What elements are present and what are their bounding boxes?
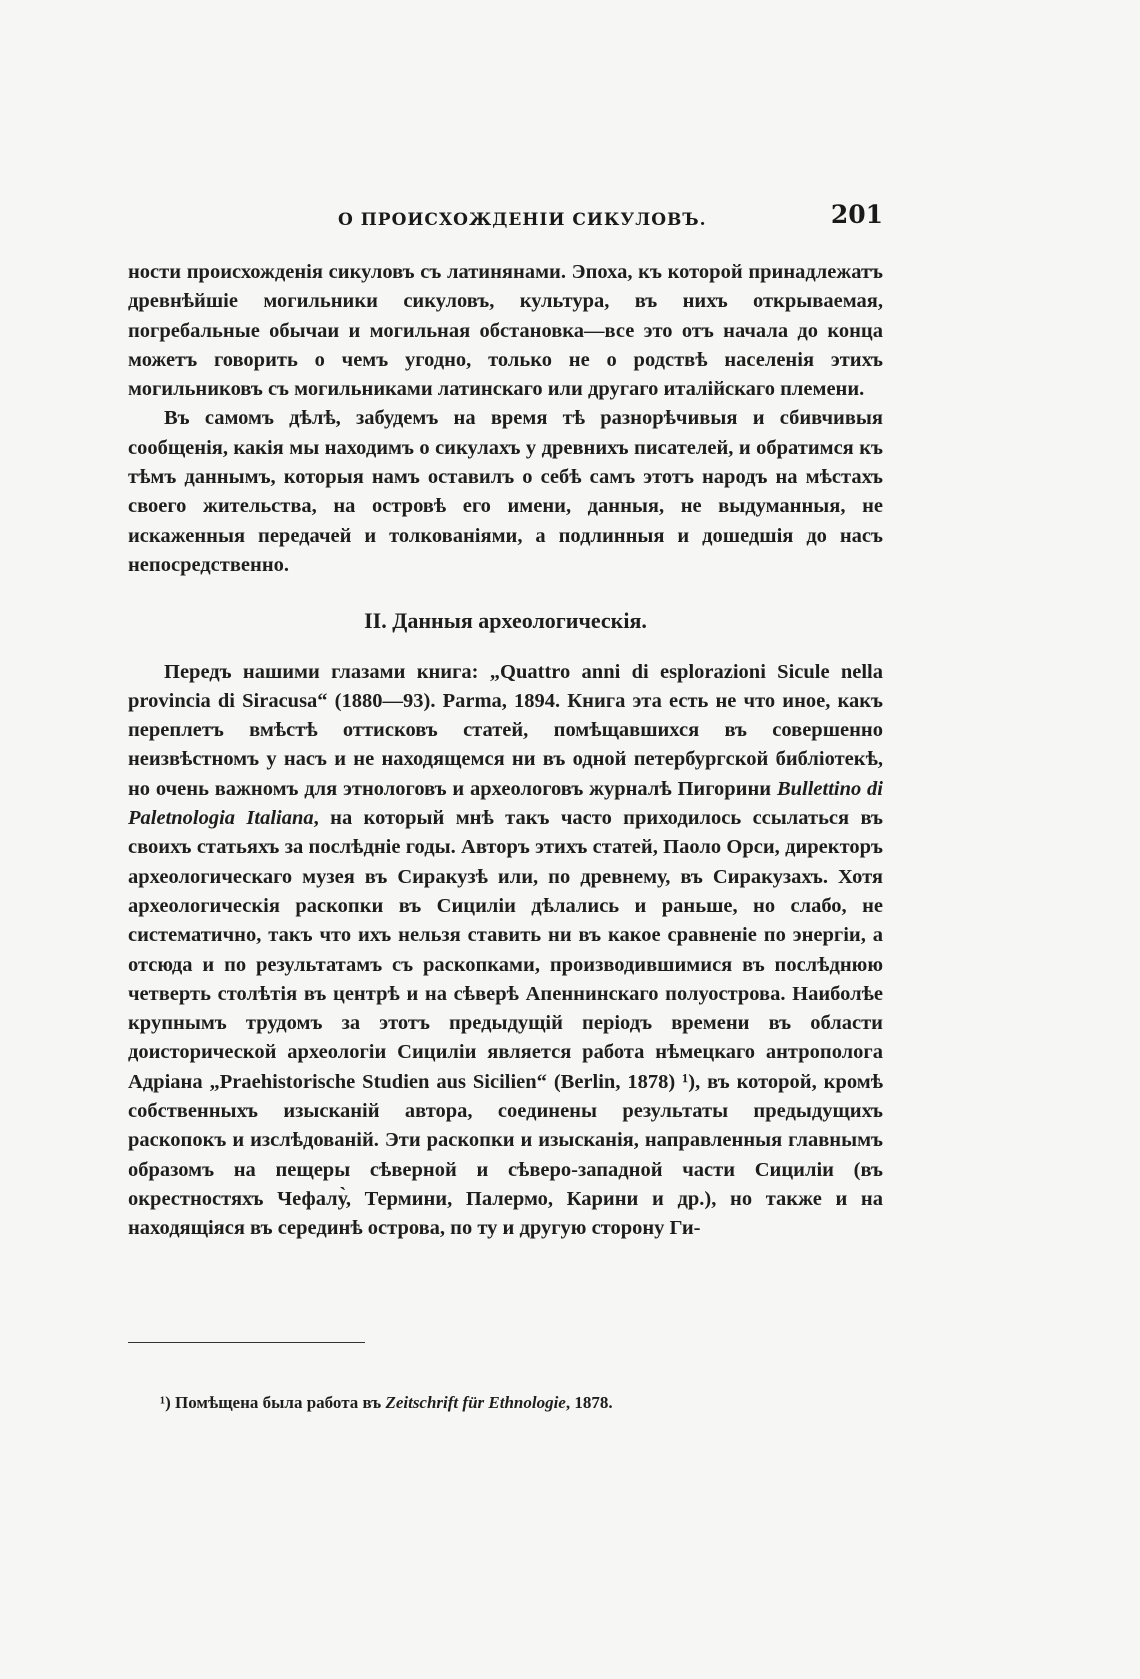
section-heading: II. Данныя археологическія. [364, 608, 647, 634]
section-paragraph [128, 658, 883, 1244]
page-number: 201 [830, 200, 883, 229]
running-title: О ПРОИСХОЖДЕНІИ СИКУЛОВЪ. [338, 210, 707, 230]
section-paragraph-part1: Передъ нашими глазами книга: „Quattro anni di esplorazioni Sicule nella provincia di Siracusa“ (1880—93). Parma, 1894. Книга эта есть не что иное, какъ переплетъ вмѣстѣ оттисковъ статей, помѣщавшихся въ совершенно неизвѣстномъ у насъ и не находящемся ни въ одной петербургской библіотекѣ, но очень важномъ для этнологовъ и археологовъ журналѣ Пигорини [128, 660, 883, 800]
footnote [160, 1393, 613, 1413]
section-paragraph-part2: , на который мнѣ такъ часто приходилось ссылаться въ своихъ статьяхъ за послѣдніе годы. Авторъ этихъ статей, Паоло Орси, директоръ археологическаго музея въ Сиракузѣ или, по древнему, въ Сиракузахъ. Хотя археологическія раскопки въ Сициліи дѣлались и раньше, но слабо, не систематично, такъ что ихъ нельзя ставить ни въ какое сравненіе по энергіи, а отсюда и по результатамъ съ раскопками, производившимися въ послѣднюю четверть столѣтія въ центрѣ и на сѣверѣ Апеннинскаго полуострова. Наиболѣе крупнымъ трудомъ за этотъ предыдущій періодъ времени въ области доисторической археологіи Сициліи является работа нѣмецкаго антрополога Адріана „Praehistorische Studien aus Sicilien“ (Berlin, 1878) ¹), въ которой, кромѣ собственныхъ изысканій автора, соединены результаты предыдущихъ раскопокъ и изслѣдованій. Эти раскопки и изысканія, направленныя главнымъ образомъ на пещеры сѣверной и сѣверо-западной части Сициліи (въ окрестностяхъ Чефалу̀, Термини, Палермо, Карини и др.), но также и на находящіяся въ серединѣ острова, по ту и другую сторону Ги- [128, 807, 883, 1240]
footnote-divider [128, 1342, 365, 1343]
paragraph-continuation: ности происхожденія сикуловъ съ латинянами. Эпоха, къ которой принадлежатъ древнѣйшіе могильники сикуловъ, культура, въ нихъ открываемая, погребальные обычаи и могильная обстановка—все это отъ начала до конца можетъ говорить о чемъ угодно, только не о родствѣ населенія этихъ могильниковъ съ могильниками латинскаго или другаго италійскаго племени. [128, 261, 883, 401]
paragraph: Въ самомъ дѣлѣ, забудемъ на время тѣ разнорѣчивыя и сбивчивыя сообщенія, какія мы находимъ о сикулахъ у древнихъ писателей, и обратимся къ тѣмъ даннымъ, которыя намъ оставилъ о себѣ самъ этотъ народъ на мѣстахъ своего жительства, на островѣ его имени, данныя, не выдуманныя, не искаженныя передачей и толкованіями, а подлинныя и дошедшія до насъ непосредственно. [128, 407, 883, 576]
running-head [128, 200, 883, 240]
main-text [128, 258, 883, 1244]
footnote-suffix: , 1878. [565, 1393, 613, 1412]
footnote-journal-italic: Zeitschrift für Ethnologie [385, 1393, 566, 1412]
journal-title-italic: Bullettino di Paletnologia Italiana [128, 777, 883, 830]
footnote-prefix: ¹) Помѣщена была работа въ [160, 1393, 386, 1412]
